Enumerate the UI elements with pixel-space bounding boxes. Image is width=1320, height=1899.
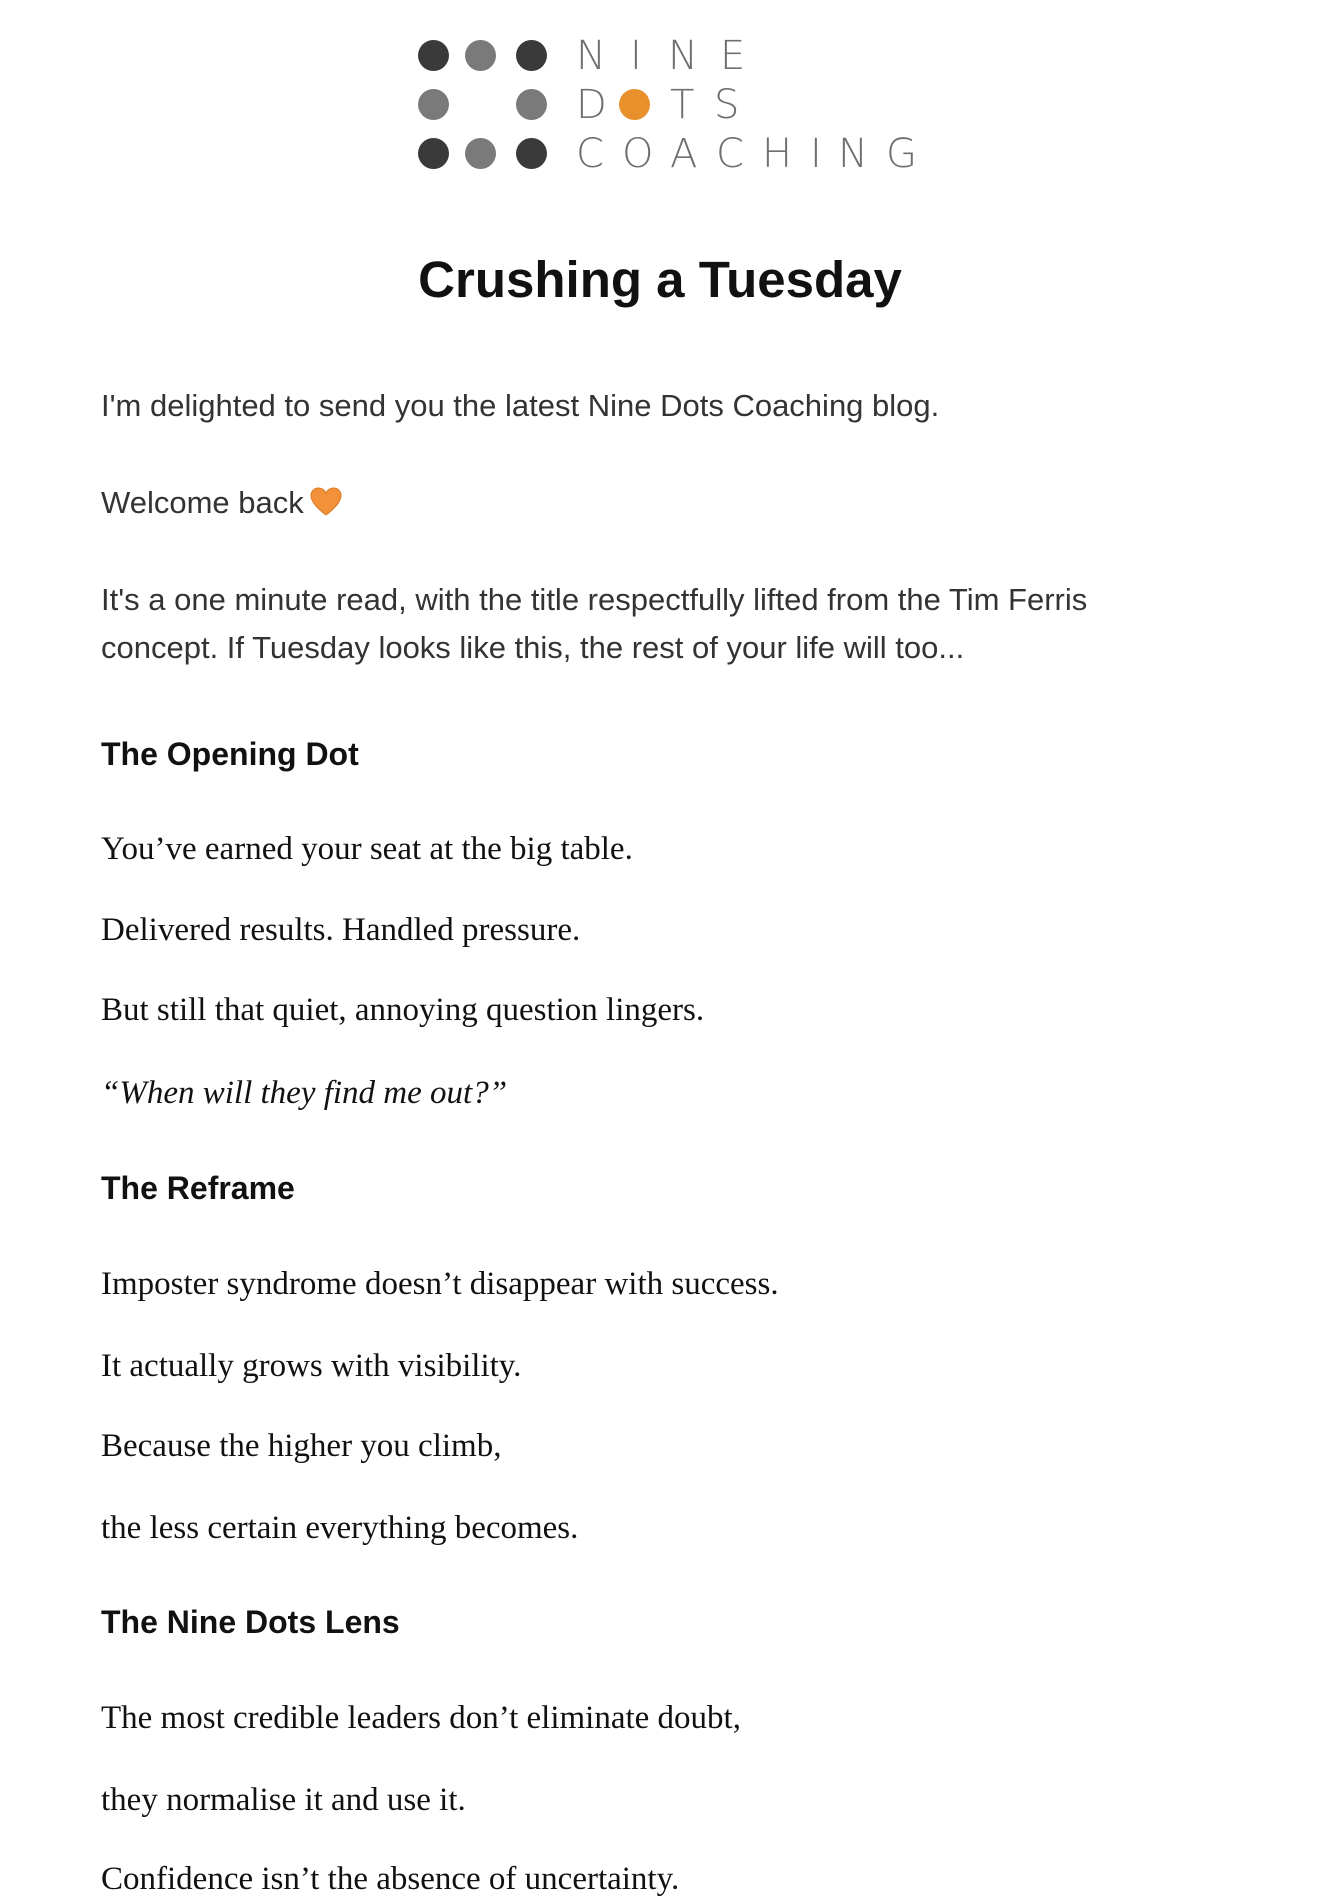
body-line: Because the higher you climb, (101, 1428, 502, 1464)
body-line: the less certain everything becomes. (101, 1510, 579, 1546)
logo-letter: G (886, 131, 917, 177)
quote-line: “When will they find me out?” (101, 1075, 508, 1111)
logo-dot (516, 40, 547, 71)
logo-letter: N (838, 131, 868, 177)
logo-letter: E (720, 33, 746, 79)
welcome-line (101, 479, 1181, 527)
section-heading: The Opening Dot (101, 736, 359, 772)
logo-dot (418, 138, 449, 169)
logo-letter: I (630, 33, 642, 79)
page-title: Crushing a Tuesday (418, 251, 902, 308)
body-line: they normalise it and use it. (101, 1782, 466, 1818)
logo-letter: A (670, 131, 698, 177)
logo-letter: C (576, 131, 604, 177)
logo-dot (516, 89, 547, 120)
logo-letter: D (576, 82, 607, 128)
orange-heart-icon (310, 487, 342, 517)
body-line: You’ve earned your seat at the big table. (101, 831, 633, 867)
logo-letter: O (622, 131, 654, 177)
logo-letter: N (668, 33, 698, 79)
body-line: Delivered results. Handled pressure. (101, 912, 581, 948)
section-heading: The Reframe (101, 1170, 295, 1206)
body-line: It actually grows with visibility. (101, 1348, 522, 1384)
logo-orange-dot (619, 89, 650, 120)
body-line: The most credible leaders don’t eliminate doubt, (101, 1700, 741, 1736)
nine-dots-coaching-logo (418, 33, 918, 177)
logo-letter: N (576, 33, 606, 79)
body-line: But still that quiet, annoying question lingers. (101, 992, 705, 1028)
intro-description: It's a one minute read, with the title respectfully lifted from the Tim Ferris concept. If Tuesday looks like this, the rest of your life will too... (101, 582, 1088, 665)
logo-letter: C (716, 131, 744, 177)
body-line: Confidence isn’t the absence of uncertainty. (101, 1861, 680, 1897)
logo-dot (516, 138, 547, 169)
welcome-text: Welcome back (101, 485, 304, 520)
intro-paragraph: I'm delighted to send you the latest Nine Dots Coaching blog. (101, 388, 940, 423)
logo-dot (418, 40, 449, 71)
logo-letter: T (670, 82, 695, 128)
logo-dot (465, 138, 496, 169)
section-heading: The Nine Dots Lens (101, 1604, 400, 1640)
body-line: Imposter syndrome doesn’t disappear with success. (101, 1266, 779, 1302)
logo-dot (465, 40, 496, 71)
logo-letter: H (762, 131, 793, 177)
logo-letter: S (714, 82, 740, 128)
logo-dot (418, 89, 449, 120)
logo-letter: I (810, 131, 822, 177)
